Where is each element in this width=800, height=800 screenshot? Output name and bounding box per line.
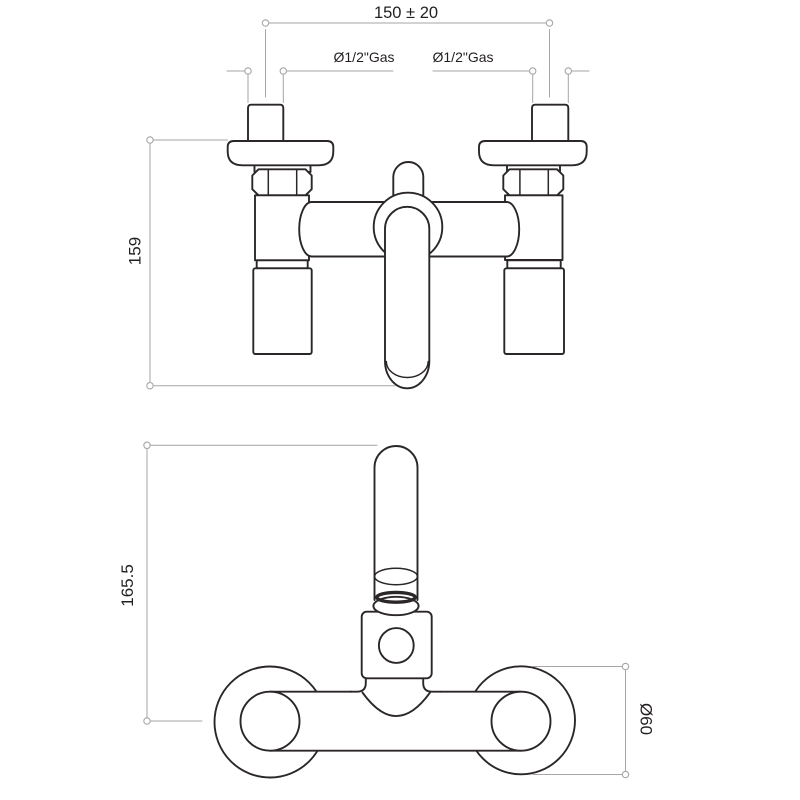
dim-end-circle: [622, 663, 628, 669]
right-escutcheon: [479, 141, 587, 165]
dim-side-height-label: 165.5: [118, 564, 137, 607]
dim-right-connection-label: Ø1/2"Gas: [432, 49, 494, 65]
dim-end-circle: [147, 137, 153, 143]
spout-tube: [385, 207, 429, 388]
housing-screw-boss: [379, 628, 414, 663]
left-hex-nut: [252, 169, 311, 195]
right-hex-nut: [503, 169, 563, 195]
dim-width-150: [262, 4, 552, 97]
front-view: [126, 4, 590, 389]
dim-end-circle: [144, 718, 150, 724]
right-leg-ring: [507, 260, 560, 268]
dim-end-circle: [622, 771, 628, 777]
dim-end-circle: [144, 442, 150, 448]
dim-end-circle: [280, 68, 286, 74]
dim-escutcheon-diameter-label: Ø60: [636, 702, 656, 736]
left-leg-ring: [257, 260, 308, 268]
left-leg-lower: [253, 268, 311, 354]
dim-end-circle: [262, 20, 268, 26]
dim-end-circle: [245, 68, 251, 74]
dim-left-connection-label: Ø1/2"Gas: [333, 49, 395, 65]
side-view: [118, 442, 656, 778]
dim-right-connection: [433, 49, 590, 103]
left-inlet-pipe: [248, 105, 283, 141]
dim-end-circle: [147, 383, 153, 389]
dim-width-label: 150 ± 20: [373, 4, 439, 22]
right-leg-lower: [504, 268, 564, 354]
dim-left-connection: [227, 49, 395, 103]
left-body-end-cap: [241, 692, 300, 751]
right-inlet-pipe: [532, 105, 568, 141]
dim-front-height-label: 159: [125, 236, 145, 266]
right-body-end-cap: [492, 692, 551, 751]
dim-end-circle: [530, 68, 536, 74]
dim-end-circle: [565, 68, 571, 74]
lever-handle: [375, 446, 418, 600]
left-escutcheon: [228, 141, 334, 165]
dim-end-circle: [546, 20, 552, 26]
